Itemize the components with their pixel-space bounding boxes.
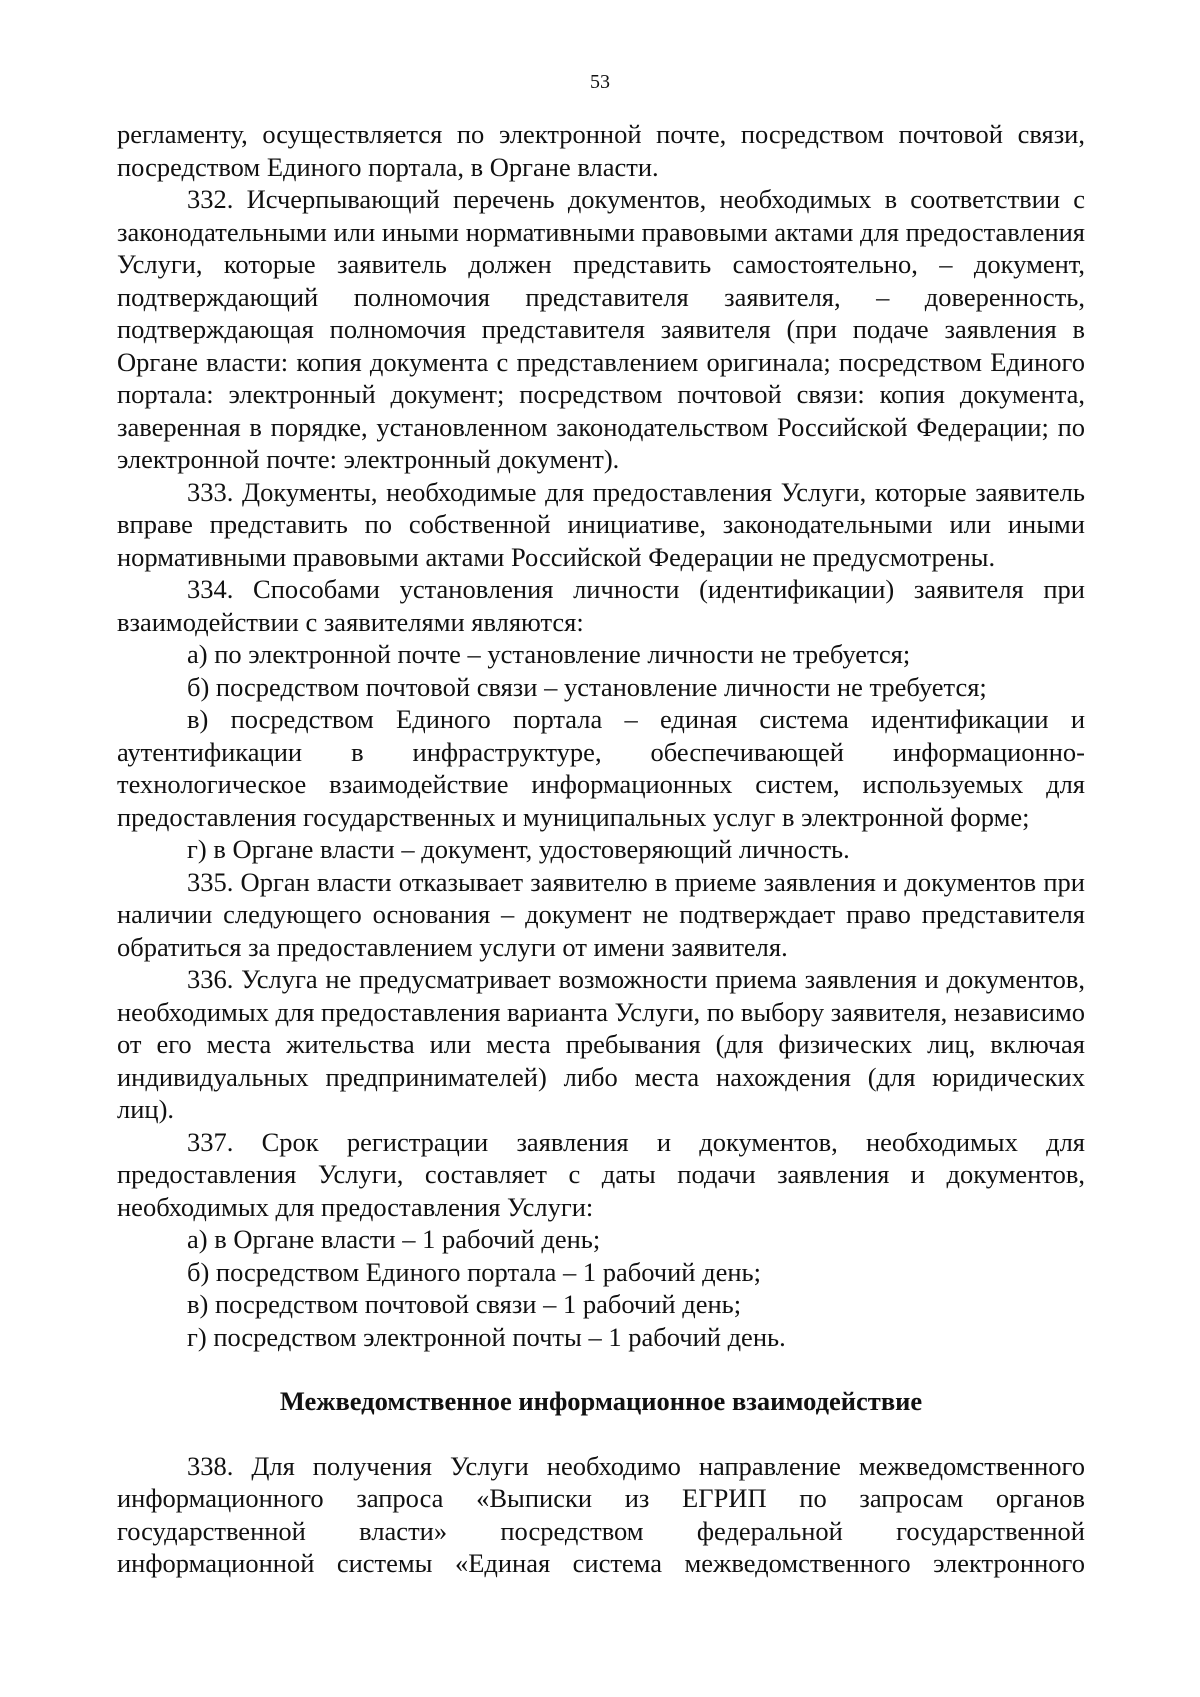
paragraph-333: 333. Документы, необходимые для предоставления Услуги, которые заявитель вправе представить по собственной инициативе, законодательными или иными нормативными правовыми актами Российской Федерации не предусмотрены. xyxy=(117,476,1085,572)
paragraph-336: 336. Услуга не предусматривает возможности приема заявления и документов, необходимых для предоставления варианта Услуги, по выбору заявителя, независимо от его места жительства или места пребывания (для физических лиц, включая индивидуальных предпринимателей) либо места нахождения (для юридических лиц). xyxy=(117,964,1085,1124)
list-item-334-v: в) посредством Единого портала – единая система идентификации и аутентификации в инфраструктуре, обеспечивающей информационно-технологическое взаимодействие информационных систем, используемых для предоставления государственных и муниципальных услуг в электронной форме; xyxy=(117,704,1085,832)
list-item-337-a: а) в Органе власти – 1 рабочий день; xyxy=(187,1224,601,1254)
paragraph-continuation: регламенту, осуществляется по электронной почте, посредством почтовой связи, посредством Единого портала, в Органе власти. xyxy=(117,119,1085,182)
paragraph-338: 338. Для получения Услуги необходимо направление межведомственного информационного запроса «Выписки из ЕГРИП по запросам органов государственной власти» посредством федеральной государственной информационной системы «Единая система межведомственного электронного xyxy=(117,1450,1085,1578)
section-heading: Межведомственное информационное взаимодействие xyxy=(279,1386,923,1416)
paragraph-335: 335. Орган власти отказывает заявителю в приеме заявления и документов при наличии следующего основания – документ не подтверждает право представителя обратиться за предоставлением услуги от имени заявителя. xyxy=(117,866,1085,962)
list-item-337-g: г) посредством электронной почты – 1 рабочий день. xyxy=(187,1321,786,1352)
paragraph-334: 334. Способами установления личности (идентификации) заявителя при взаимодействии с заявителями являются: xyxy=(117,574,1085,637)
document-body xyxy=(117,118,1085,1580)
list-item-334-b: б) посредством почтовой связи – установление личности не требуется; xyxy=(187,671,987,702)
list-item-334-a: а) по электронной почте – установление личности не требуется; xyxy=(187,639,911,669)
page-number: 53 xyxy=(590,71,610,93)
list-item-337-v: в) посредством почтовой связи – 1 рабочий день; xyxy=(187,1289,742,1319)
paragraph-332: 332. Исчерпывающий перечень документов, необходимых в соответствии с законодательными или иными нормативными правовыми актами для предоставления Услуги, которые заявитель должен представить самостоятельно, – документ, подтверждающий полномочия представителя заявителя, – доверенность, подтверждающая полномочия представителя заявителя (при подаче заявления в Органе власти: копия документа с представлением оригинала; посредством Единого портала: электронный документ; посредством почтовой связи: копия документа, заверенная в порядке, установленном законодательством Российской Федерации; по электронной почте: электронный документ). xyxy=(117,184,1085,474)
list-item-334-g: г) в Органе власти – документ, удостоверяющий личность. xyxy=(187,834,850,864)
list-item-337-b: б) посредством Единого портала – 1 рабочий день; xyxy=(187,1256,761,1287)
paragraph-337: 337. Срок регистрации заявления и документов, необходимых для предоставления Услуги, составляет с даты подачи заявления и документов, необходимых для предоставления Услуги: xyxy=(117,1126,1085,1222)
